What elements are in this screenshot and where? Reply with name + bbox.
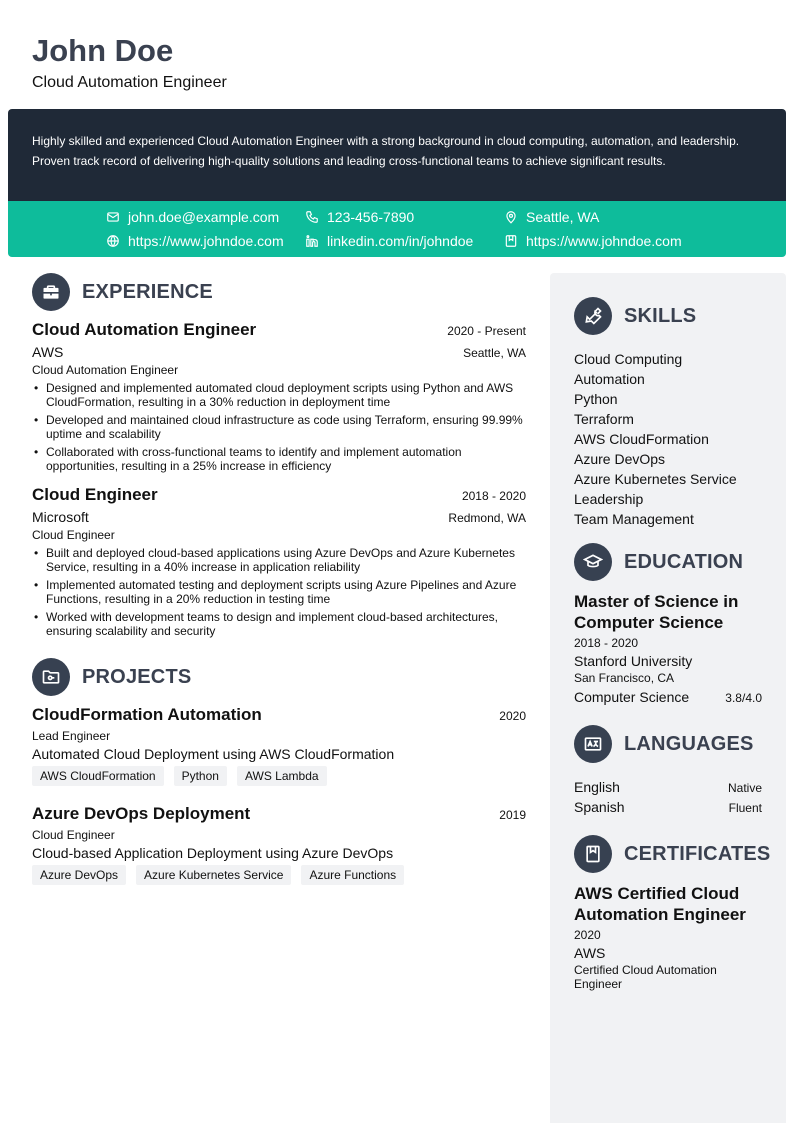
project-name: CloudFormation Automation [32,705,262,724]
education-location: San Francisco, CA [574,671,675,685]
skill-item: Team Management [574,511,694,527]
phone-icon [305,210,319,224]
education-title: EDUCATION [624,550,744,573]
projects-title: PROJECTS [82,665,192,688]
project-role: Cloud Engineer [32,828,115,842]
sidebar [550,273,786,1123]
skill-item: Automation [574,371,645,387]
contact-website[interactable] [106,231,284,251]
project-tag: Azure DevOps [32,865,126,885]
job-location: Seattle, WA [463,346,526,360]
certificate-book-icon [574,835,612,873]
skill-item: Leadership [574,491,644,507]
education-dates: 2018 - 2020 [574,636,639,650]
project-tag: Azure Kubernetes Service [136,865,291,885]
project-name: Azure DevOps Deployment [32,804,251,823]
globe-icon [106,234,120,248]
summary-text: Highly skilled and experienced Cloud Automation Engineer with a strong background in cloud computing, automation, and leadership. Proven track record of delivering high-quality solutions and leading cross-functional teams to achieve significant results. [32,134,740,168]
candidate-name: John Doe [32,33,174,68]
project-tag: Azure Functions [301,865,404,885]
skill-item: Azure Kubernetes Service [574,471,737,487]
certificate-name: AWS Certified Cloud Automation Engineer [574,884,746,924]
contact-portfolio-text: https://www.johndoe.com [526,233,682,249]
job-bullets [32,381,526,473]
bookmark-icon [504,234,518,248]
job-title: Cloud Automation Engineer [32,320,257,339]
summary-banner [8,109,786,201]
project-year: 2019 [499,808,526,822]
contact-email[interactable] [106,207,279,227]
project-year: 2020 [499,709,526,723]
language-level: Native [727,781,762,795]
graduation-cap-icon [574,543,612,581]
language-name: Spanish [574,799,625,815]
contact-phone[interactable] [305,207,414,227]
project-tag: AWS Lambda [237,766,327,786]
map-pin-icon [504,210,518,224]
project-tag: Python [174,766,227,786]
experience-section-header [32,273,526,311]
experience-title: EXPERIENCE [82,280,213,303]
experience-entry [32,320,526,473]
certificate-entry [574,883,762,991]
languages-title: LANGUAGES [624,732,754,755]
job-bullet: • Developed and maintained cloud infrastructure as code using Terraform, ensuring 99.99% uptime and scalability [32,413,526,441]
contact-location [504,207,599,227]
certificate-year: 2020 [574,928,601,942]
job-bullet: • Built and deployed cloud-based applications using Azure DevOps and Azure Kubernetes Service, resulting in a 40% increase in application reliability [32,546,526,574]
skill-item: AWS CloudFormation [574,431,709,447]
skill-item: Python [574,391,618,407]
contact-portfolio[interactable] [504,231,682,251]
education-field: Computer Science [574,689,690,705]
skill-item: Azure DevOps [574,451,666,467]
wrench-icon [574,297,612,335]
language-level: Fluent [728,801,762,815]
job-dates: 2018 - 2020 [461,489,526,503]
linkedin-icon [305,234,319,248]
languages-section-header [574,725,762,763]
certificate-issuer: AWS [574,945,606,961]
job-role: Cloud Automation Engineer [32,363,179,377]
skills-list [574,349,762,529]
certificates-section-header [574,835,771,873]
translate-icon [574,725,612,763]
job-location: Redmond, WA [448,511,526,525]
project-tag: AWS CloudFormation [32,766,164,786]
skills-title: SKILLS [624,304,697,327]
job-title: Cloud Engineer [32,485,158,504]
project-description: Cloud-based Application Deployment using Azure DevOps [32,845,394,861]
contact-location-text: Seattle, WA [526,209,600,225]
main-column [32,273,526,885]
language-row [574,777,762,797]
job-bullet: • Implemented automated testing and deployment scripts using Azure Pipelines and Azure Functions, resulting in a 20% reduction in testing time [32,578,526,606]
project-tags [32,865,526,885]
skill-item: Terraform [574,411,634,427]
skill-item: Cloud Computing [574,351,683,367]
education-section-header [574,543,762,581]
job-role: Cloud Engineer [32,528,115,542]
project-entry [32,804,526,885]
briefcase-icon [32,273,70,311]
mail-icon [106,210,120,224]
education-entry [574,591,762,707]
candidate-title: Cloud Automation Engineer [32,74,227,91]
job-bullet: • Worked with development teams to design and implement cloud-based architectures, ensuring scalability and security [32,610,526,638]
languages-list [574,777,762,817]
contact-linkedin[interactable] [305,231,473,251]
certificates-title: CERTIFICATES [624,842,771,865]
contact-phone-text: 123-456-7890 [327,209,415,225]
skills-section-header [574,297,762,335]
project-role: Lead Engineer [32,729,111,743]
contact-website-text: https://www.johndoe.com [128,233,284,249]
language-row [574,797,762,817]
project-entry [32,705,526,786]
project-tags [32,766,526,786]
projects-section-header [32,658,526,696]
contact-linkedin-text: linkedin.com/in/johndoe [327,233,474,249]
job-company: AWS [32,344,64,360]
project-description: Automated Cloud Deployment using AWS CloudFormation [32,746,395,762]
education-gpa: 3.8/4.0 [725,691,762,705]
contact-email-text: john.doe@example.com [128,209,280,225]
job-bullets [32,546,526,638]
education-school: Stanford University [574,653,693,669]
job-bullet: • Collaborated with cross-functional teams to identify and implement automation opportunities, resulting in a 25% increase in efficiency [32,445,526,473]
language-name: English [574,779,620,795]
resume-header [32,32,227,92]
experience-entry [32,485,526,638]
education-degree: Master of Science in Computer Science [574,592,739,632]
certificate-description: Certified Cloud Automation Engineer [574,963,717,991]
job-dates: 2020 - Present [447,324,526,338]
contact-bar [8,201,786,257]
job-bullet: • Designed and implemented automated cloud deployment scripts using Python and AWS CloudFormation, resulting in a 30% reduction in deployment time [32,381,526,409]
job-company: Microsoft [32,509,89,525]
folder-icon [32,658,70,696]
